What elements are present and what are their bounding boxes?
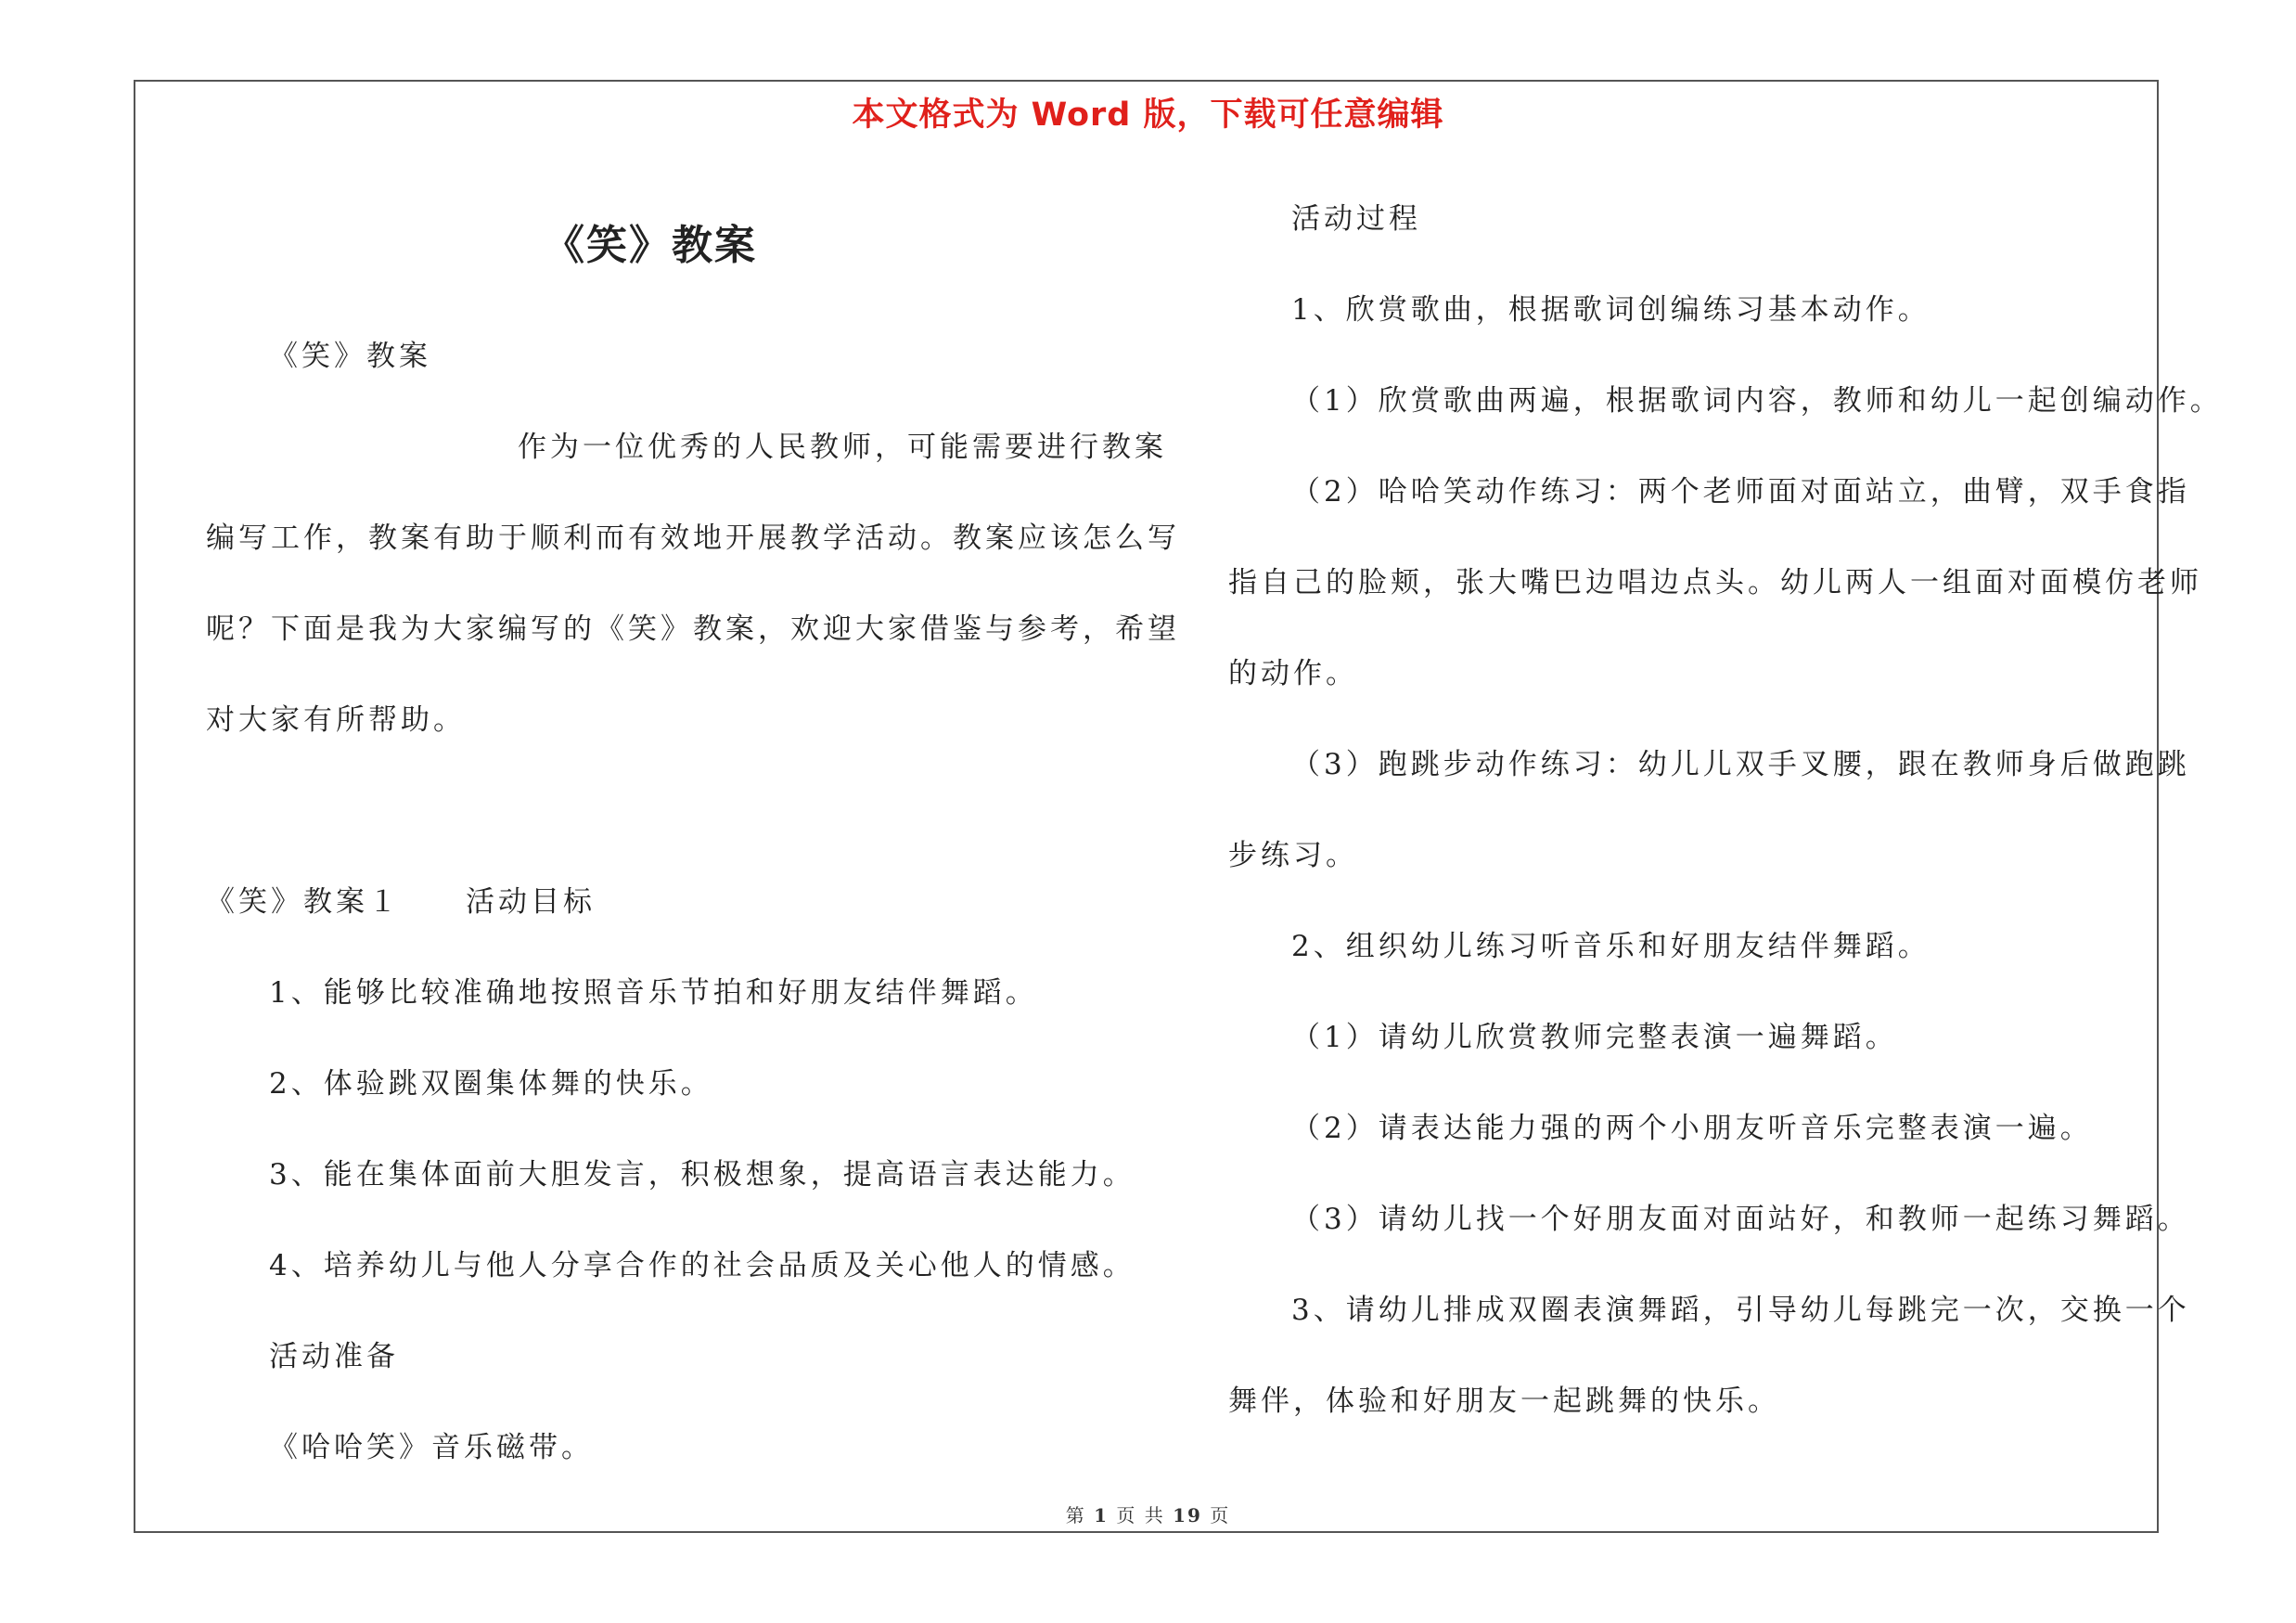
paragraph: 舞伴，体验和好朋友一起跳舞的快乐。	[1228, 1385, 1780, 1418]
list-item: （2）哈哈笑动作练习：两个老师面对面站立，曲臂，双手食指	[1291, 475, 2190, 509]
footer-suffix: 页	[1210, 1504, 1231, 1526]
list-item: 3、请幼儿排成双圈表演舞蹈，引导幼儿每跳完一次，交换一个	[1291, 1294, 2190, 1327]
list-item: （1）欣赏歌曲两遍，根据歌词内容，教师和幼儿一起创编动作。	[1291, 384, 2223, 418]
list-item: 1、能够比较准确地按照音乐节拍和好朋友结伴舞蹈。	[269, 976, 1038, 1010]
footer-prefix: 第	[1065, 1504, 1086, 1526]
paragraph: 呢？下面是我为大家编写的《笑》教案，欢迎大家借鉴与参考，希望	[206, 612, 1180, 646]
list-item: （1）请幼儿欣赏教师完整表演一遍舞蹈。	[1291, 1021, 1898, 1054]
section-heading: 活动准备	[269, 1340, 399, 1373]
paragraph: 步练习。	[1228, 839, 1358, 872]
footer-total-pages: 19	[1173, 1504, 1202, 1526]
format-banner: 本文格式为 Word 版，下载可任意编辑	[852, 97, 1444, 134]
paragraph: 作为一位优秀的人民教师，可能需要进行教案	[518, 431, 1167, 464]
list-item: 4、培养幼儿与他人分享合作的社会品质及关心他人的情感。	[269, 1249, 1135, 1282]
list-item: （3）跑跳步动作练习：幼儿儿双手叉腰，跟在教师身后做跑跳	[1291, 748, 2190, 781]
paragraph: 《哈哈笑》音乐磁带。	[269, 1431, 594, 1464]
list-item: 2、体验跳双圈集体舞的快乐。	[269, 1067, 713, 1101]
list-item: 3、能在集体面前大胆发言，积极想象，提高语言表达能力。	[269, 1158, 1135, 1191]
document-title: 《笑》教案	[544, 222, 757, 269]
list-item: 2、组织幼儿练习听音乐和好朋友结伴舞蹈。	[1291, 930, 1930, 963]
section-heading: 《笑》教案１ 活动目标	[206, 885, 596, 919]
list-item: 1、欣赏歌曲，根据歌词创编练习基本动作。	[1291, 293, 1930, 327]
paragraph: 编写工作，教案有助于顺利而有效地开展教学活动。教案应该怎么写	[206, 522, 1180, 555]
paragraph: 对大家有所帮助。	[206, 703, 466, 737]
section-heading: 活动过程	[1291, 202, 1421, 236]
list-item: （2）请表达能力强的两个小朋友听音乐完整表演一遍。	[1291, 1112, 2093, 1145]
list-item: （3）请幼儿找一个好朋友面对面站好，和教师一起练习舞蹈。	[1291, 1203, 2190, 1236]
page-footer	[0, 1501, 2296, 1527]
paragraph: 指自己的脸颊，张大嘴巴边唱边点头。幼儿两人一组面对面模仿老师	[1228, 566, 2202, 599]
footer-middle: 页 共	[1116, 1504, 1165, 1526]
footer-page-number: 1	[1094, 1504, 1109, 1526]
paragraph: 《笑》教案	[269, 340, 431, 373]
paragraph: 的动作。	[1228, 657, 1358, 690]
